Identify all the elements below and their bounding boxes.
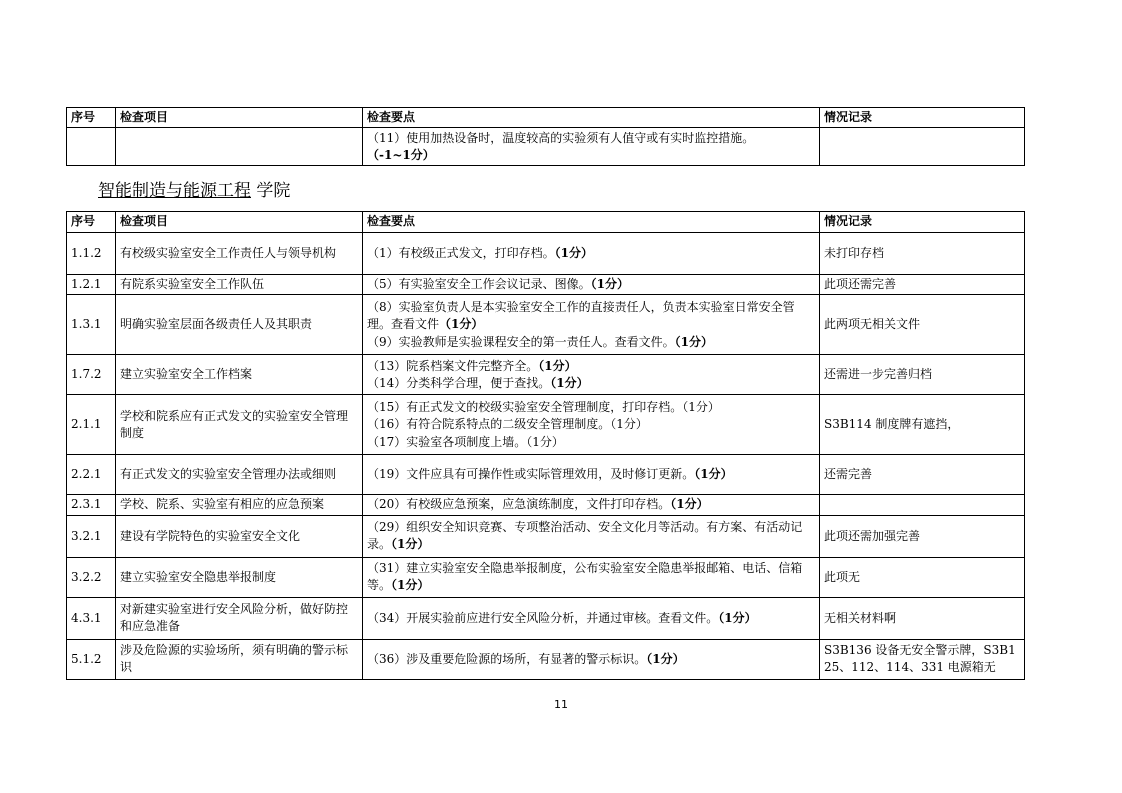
row-record: 此两项无相关文件	[820, 295, 1025, 355]
row-no: 1.1.2	[67, 233, 116, 275]
row-record: 此项无	[820, 557, 1025, 597]
row-item	[116, 128, 363, 166]
point-text: （36）涉及重要危险源的场所，有显著的警示标识。	[367, 651, 647, 666]
point-text: （17）实验室各项制度上墙。	[367, 434, 527, 449]
point-line	[367, 434, 815, 451]
row-points	[363, 295, 820, 355]
row-record: 还需进一步完善归档	[820, 355, 1025, 395]
header-item: 检查项目	[116, 108, 363, 128]
row-no: 1.3.1	[67, 295, 116, 355]
point-line	[367, 299, 815, 334]
header-item: 检查项目	[116, 212, 363, 233]
point-score: （1分）	[590, 277, 629, 291]
row-points	[363, 455, 820, 495]
row-no: 3.2.1	[67, 515, 116, 557]
row-points	[363, 557, 820, 597]
school-suffix: 学院	[251, 181, 291, 201]
row-points	[363, 515, 820, 557]
point-score: （1分）	[550, 375, 589, 390]
table-row	[67, 455, 1025, 495]
row-points	[363, 128, 820, 166]
school-heading	[98, 176, 290, 201]
point-text: （1）有校级正式发文，打印存档。	[367, 245, 555, 260]
point-text: （29）组织安全知识竞赛、专项整治活动、安全文化月等活动。有方案、有活动记录。	[367, 519, 803, 552]
header-no: 序号	[67, 108, 116, 128]
table-row	[67, 233, 1025, 275]
row-record: 此项还需加强完善	[820, 515, 1025, 557]
row-points	[363, 395, 820, 455]
point-score: （1分）	[391, 537, 430, 552]
row-record: 还需完善	[820, 455, 1025, 495]
row-no: 2.1.1	[67, 395, 116, 455]
point-score: （1分）	[439, 317, 484, 332]
table-row	[67, 557, 1025, 597]
point-score: （1分）	[538, 358, 577, 373]
point-text: （15）有正式发文的校级实验室安全管理制度，打印存档。	[367, 399, 683, 414]
row-no: 2.2.1	[67, 455, 116, 495]
point-text: （34）开展实验前应进行安全风险分析，并通过审核。查看文件。	[367, 610, 719, 625]
point-score: （1分）	[391, 578, 430, 593]
row-item: 建立实验室安全工作档案	[116, 355, 363, 395]
row-no: 3.2.2	[67, 557, 116, 597]
row-item: 有院系实验室安全工作队伍	[116, 275, 363, 295]
row-no: 1.7.2	[67, 355, 116, 395]
row-points	[363, 597, 820, 639]
row-item: 建设有学院特色的实验室安全文化	[116, 515, 363, 557]
inspection-table	[66, 211, 1025, 680]
page-number: 11	[554, 698, 568, 711]
point-text: （31）建立实验室安全隐患举报制度，公布实验室安全隐患举报邮箱、电话、信箱等。	[367, 560, 803, 593]
point-line	[367, 375, 815, 392]
point-text: （19）文件应具有可操作性或实际管理效用，及时修订更新。	[367, 467, 695, 482]
point-text: （20）有校级应急预案，应急演练制度，文件打印存档。	[367, 497, 671, 512]
row-record	[820, 128, 1025, 166]
row-item: 明确实验室层面各级责任人及其职责	[116, 295, 363, 355]
point-text: （8）实验室负责人是本实验室安全工作的直接责任人，负责本实验室日常安全管理。查看文件	[367, 299, 795, 332]
row-no: 2.3.1	[67, 495, 116, 515]
point-score: （1分）	[554, 245, 593, 260]
point-score: （1分）	[694, 467, 733, 482]
point-text: （11）使用加热设备时，温度较高的实验须有人值守或有实时监控措施。	[367, 130, 755, 145]
point-text: （13）院系档案文件完整齐全。	[367, 358, 539, 373]
table-row	[67, 495, 1025, 515]
header-row	[67, 108, 1025, 128]
row-item: 有正式发文的实验室安全管理办法或细则	[116, 455, 363, 495]
header-row	[67, 212, 1025, 233]
row-no: 1.2.1	[67, 275, 116, 295]
point-score: （1分）	[674, 334, 713, 349]
point-score: （1分）	[682, 399, 720, 414]
point-score: （1分）	[526, 434, 564, 449]
point-line	[367, 399, 815, 416]
row-record: 无相关材料啊	[820, 597, 1025, 639]
row-points	[363, 495, 820, 515]
point-text: （14）分类科学合理，便于查找。	[367, 375, 551, 390]
point-score: （1分）	[670, 497, 709, 512]
table-row	[67, 515, 1025, 557]
point-text: （9）实验教师是实验课程安全的第一责任人。查看文件。	[367, 334, 675, 349]
row-item: 有校级实验室安全工作责任人与领导机构	[116, 233, 363, 275]
row-item: 涉及危险源的实验场所，须有明确的警示标识	[116, 639, 363, 679]
table-row	[67, 395, 1025, 455]
header-points: 检查要点	[363, 108, 820, 128]
row-points	[363, 275, 820, 295]
row-record: 此项还需完善	[820, 275, 1025, 295]
point-text: （16）有符合院系特点的二级安全管理制度。	[367, 417, 611, 432]
table-row	[67, 275, 1025, 295]
point-score: （-1~1分）	[367, 147, 435, 162]
table-row	[67, 355, 1025, 395]
point-score: （1分）	[646, 651, 685, 666]
table-row	[67, 128, 1025, 166]
table-row	[67, 639, 1025, 679]
point-score: （1分）	[610, 417, 648, 432]
table-row	[67, 597, 1025, 639]
row-no: 5.1.2	[67, 639, 116, 679]
point-line	[367, 334, 815, 351]
point-text: （5）有实验室安全工作会议记录、图像。	[367, 277, 591, 291]
row-item: 学校、院系、实验室有相应的应急预案	[116, 495, 363, 515]
row-no: 4.3.1	[67, 597, 116, 639]
point-score: （1分）	[718, 610, 757, 625]
row-item: 对新建实验室进行安全风险分析，做好防控和应急准备	[116, 597, 363, 639]
continued-table	[66, 107, 1025, 166]
row-no	[67, 128, 116, 166]
table-row	[67, 295, 1025, 355]
header-no: 序号	[67, 212, 116, 233]
row-record: S3B136 设备无安全警示牌，S3B125、112、114、331 电源箱无	[820, 639, 1025, 679]
point-line	[367, 358, 815, 375]
row-record: S3B114 制度牌有遮挡，	[820, 395, 1025, 455]
row-item: 建立实验室安全隐患举报制度	[116, 557, 363, 597]
header-record: 情况记录	[820, 108, 1025, 128]
row-record	[820, 495, 1025, 515]
row-points	[363, 355, 820, 395]
school-name: 智能制造与能源工程	[98, 181, 251, 201]
row-points	[363, 639, 820, 679]
point-line	[367, 416, 815, 433]
row-item: 学校和院系应有正式发文的实验室安全管理制度	[116, 395, 363, 455]
header-record: 情况记录	[820, 212, 1025, 233]
row-record: 未打印存档	[820, 233, 1025, 275]
row-points	[363, 233, 820, 275]
header-points: 检查要点	[363, 212, 820, 233]
